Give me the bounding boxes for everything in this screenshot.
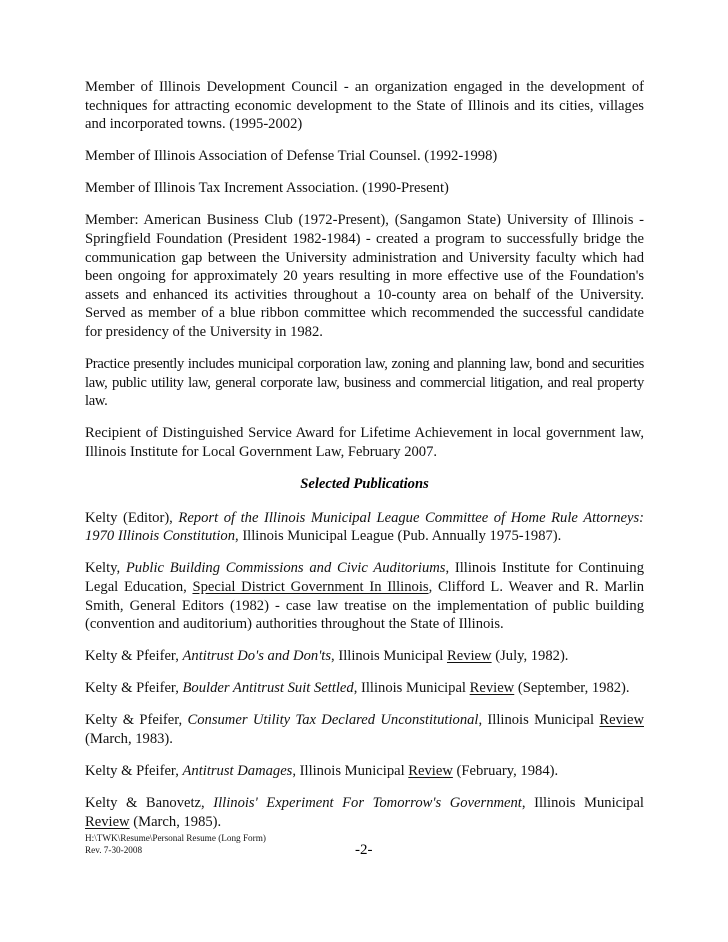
paragraph-distinguished-service-award: Recipient of Distinguished Service Award for Lifetime Achievement in local government law, Illinois Institute for Local Government Law, February 2007. [85,425,644,460]
paragraph-development-council: Member of Illinois Development Council - an organization engaged in the development of techniques for attracting economic development to the State of Illinois and its cities, villages and incorporated towns. (1995-2002) [85,79,644,133]
publication-title: Antitrust Do's and Don'ts [182,648,332,665]
paragraph-tax-increment: Member of Illinois Tax Increment Association. (1990-Present) [85,180,449,197]
publication-mid: , Illinois Municipal [478,712,600,729]
footer-file-path: H:\TWK\Resume\Personal Resume (Long Form) [85,833,266,843]
publication-author: Kelty & Pfeifer, [85,648,183,665]
publication-item [85,794,644,831]
page-body [85,78,644,831]
publication-item [85,509,644,546]
publication-mid: , Illinois Municipal [331,648,447,665]
publication-underlined-source: Review [599,712,644,729]
publication-title: Antitrust Damages [182,763,293,780]
publication-rest: (March, 1983). [85,731,173,748]
publication-rest: (July, 1982). [491,648,569,665]
publication-mid: , Illinois Institute for Continuing Legal Education, [85,560,645,595]
publication-rest: (March, 1985). [129,813,222,830]
publication-underlined-source: Review [446,648,492,665]
publication-author: Kelty (Editor), [85,509,179,526]
publication-title: Consumer Utility Tax Declared Unconstitutional [187,712,479,729]
footer-revision-date: Rev. 7-30-2008 [85,844,143,855]
publication-item [85,647,644,666]
publication-rest: (February, 1984). [452,763,559,780]
publication-underlined-source: Review [469,680,515,697]
publication-item [85,711,644,748]
publication-rest: , Clifford L. Weaver and R. Marlin Smith, General Editors (1982) - case law treatise on the implementation of public building (convention and auditorium) authorities throughout the State of Illinois. [85,578,644,633]
publication-mid: , Illinois Municipal [521,795,644,812]
paragraph-business-club: Member: American Business Club (1972-Present), (Sangamon State) University of Illinois - Springfield Foundation (President 1982-1984) - created a program to successfully bridge the communication gap between the University administration and University faculty which had been ongoing for approximately 20 years resulting in more effective use of the Foundation's assets and enhanced its activities throughout a 10-county area on behalf of the University. Served as member of a blue ribbon committee which recommended the successful candidate for presidency of the University in 1982. [85,212,644,341]
publication-title: Illinois' Experiment For Tomorrow's Government [213,795,522,812]
publication-underlined-source: Review [85,813,130,830]
publication-author: Kelty & Banovetz, [85,795,214,812]
paragraph-practice-areas: Practice presently includes municipal corporation law, zoning and planning law, bond and securities law, public utility law, general corporate law, business and commercial litigation, and real property law. [85,356,644,410]
paragraph-defense-trial-counsel: Member of Illinois Association of Defense Trial Counsel. (1992-1998) [85,148,498,165]
publication-item [85,762,644,781]
publication-mid: , Illinois Municipal [292,763,409,780]
publication-item [85,559,644,633]
publication-underlined-source: Special District Government In Illinois [192,578,429,595]
publication-underlined-source: Review [408,763,453,780]
publication-author: Kelty, [85,560,126,577]
publication-title: Report of the Illinois Municipal League Committee of Home Rule Attorneys: 1970 Illinois Constitution [85,509,644,545]
publication-rest: , Illinois Municipal League (Pub. Annually 1975-1987). [235,528,562,545]
publication-author: Kelty & Pfeifer, [85,680,183,697]
publication-author: Kelty & Pfeifer, [85,712,188,729]
publication-author: Kelty & Pfeifer, [85,763,183,780]
selected-publications-heading: Selected Publications [300,476,429,493]
publication-rest: (September, 1982). [514,680,630,697]
publication-item [85,679,644,698]
publication-mid: , Illinois Municipal [353,680,470,697]
page-footer [85,833,644,856]
page-number: -2- [355,842,373,858]
publication-title: Public Building Commissions and Civic Auditoriums [125,560,446,577]
publication-title: Boulder Antitrust Suit Settled [182,680,354,697]
